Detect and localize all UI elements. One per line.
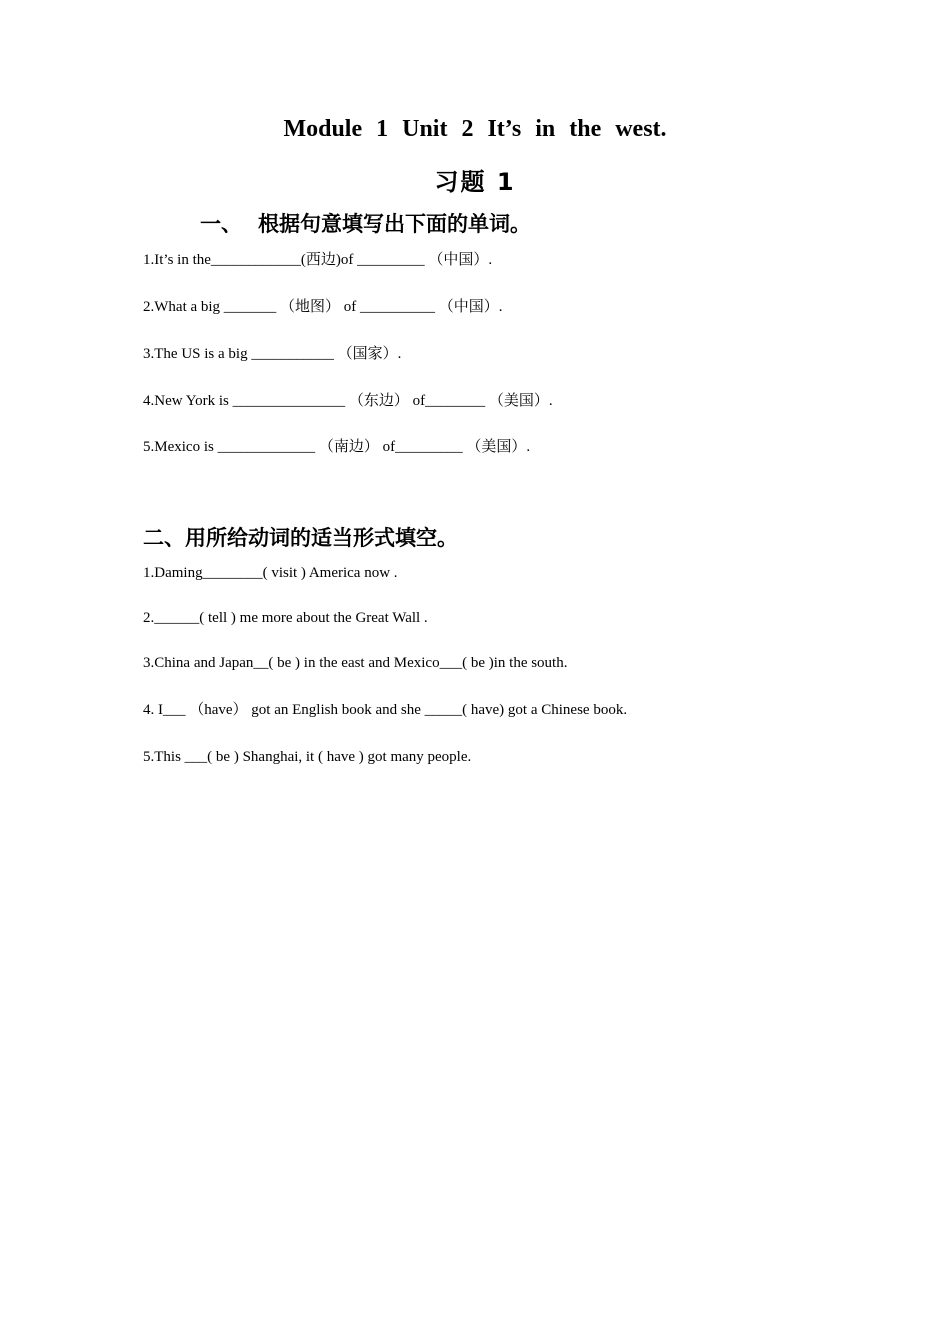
section1-item-1: 1.It’s in the____________(西边)of _________ （中国）. xyxy=(143,252,493,268)
section1-number: 一、 xyxy=(200,212,242,236)
section1-item-5: 5.Mexico is _____________ （南边） of_________ （美国）. xyxy=(143,439,531,455)
section2-item-1: 1.Daming________( visit ) America now . xyxy=(143,565,398,581)
page-title: Module 1 Unit 2 It’s in the west. xyxy=(283,116,667,142)
section2-item-5: 5.This ___( be ) Shanghai, it ( have ) got many people. xyxy=(143,749,472,765)
section2-item-4: 4. I___ （have） got an English book and she _____( have) got a Chinese book. xyxy=(143,702,628,718)
section2-heading: 二、用所给动词的适当形式填空。 xyxy=(143,526,458,550)
section1-heading xyxy=(200,208,531,238)
section1-item-3: 3.The US is a big ___________ （国家）. xyxy=(143,346,402,362)
section2-item-2: 2.______( tell ) me more about the Great Wall . xyxy=(143,610,428,626)
section1-heading-text: 根据句意填写出下面的单词。 xyxy=(258,212,531,236)
page-subtitle: 习题 1 xyxy=(434,168,516,196)
section2-item-3: 3.China and Japan__( be ) in the east and Mexico___( be )in the south. xyxy=(143,655,568,671)
section1-item-2: 2.What a big _______ （地图） of __________ （中国）. xyxy=(143,299,503,315)
section1-item-4: 4.New York is _______________ （东边） of________ （美国）. xyxy=(143,393,553,409)
